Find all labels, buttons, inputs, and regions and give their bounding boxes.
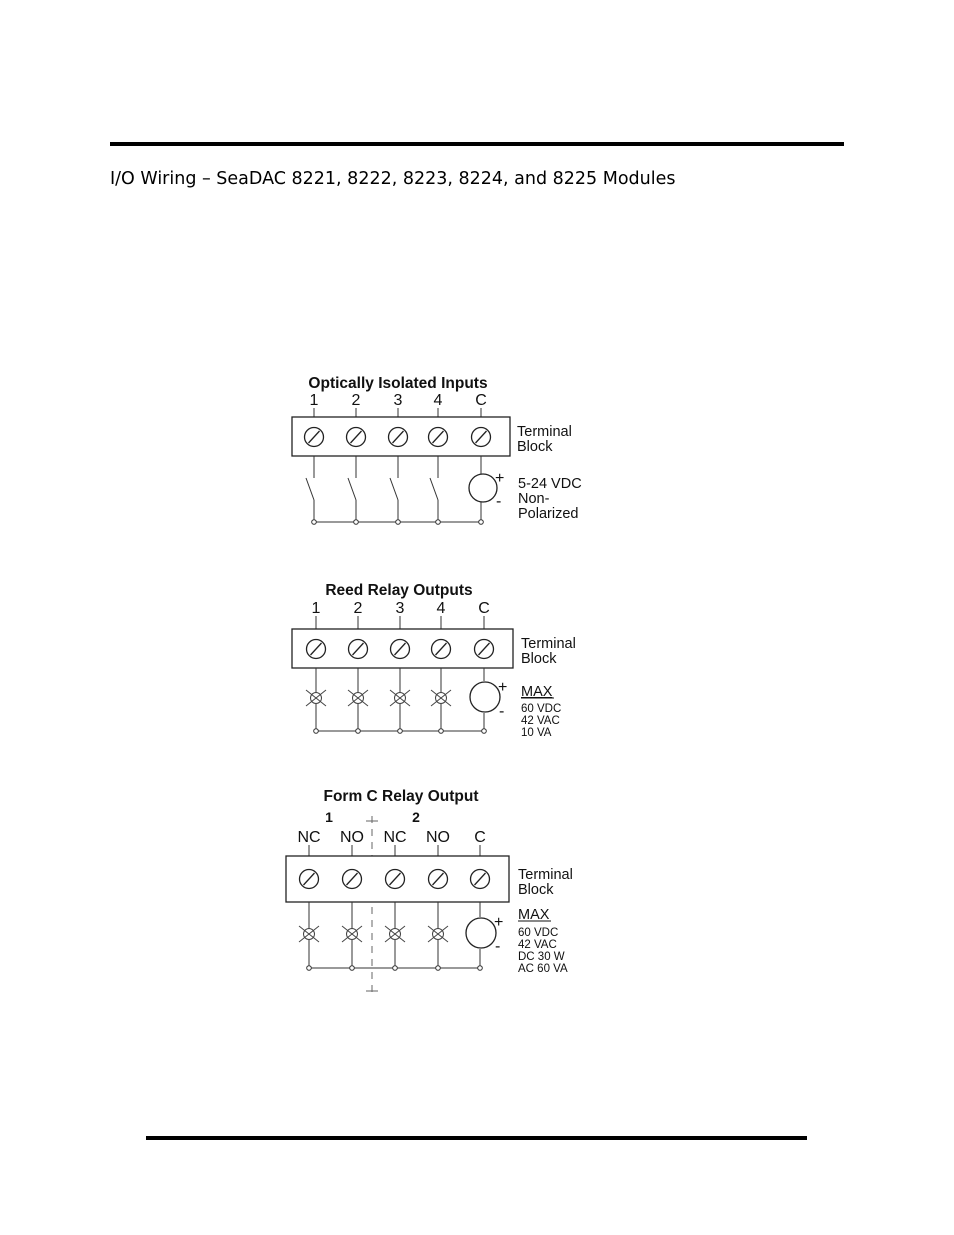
screw-terminal-icon — [472, 428, 491, 447]
rating-label: 60 VDC — [518, 927, 559, 939]
rating-label: DC 30 W — [518, 951, 565, 963]
terminal-block-label: Block — [521, 651, 557, 667]
screw-terminal-icon — [471, 870, 490, 889]
lamp-load-icon — [431, 690, 451, 706]
screw-terminal-icon — [305, 428, 324, 447]
lamp-load-icon — [348, 690, 368, 706]
supply-label: 5-24 VDC — [518, 476, 582, 492]
diagram-title: Reed Relay Outputs — [325, 582, 473, 599]
terminal-label: NO — [426, 829, 450, 846]
terminal-label: 3 — [395, 600, 405, 617]
screw-terminal-icon — [432, 640, 451, 659]
terminal-label: C — [475, 392, 487, 409]
rating-label: 60 VDC — [521, 703, 562, 715]
rating-label: AC 60 VA — [518, 963, 568, 975]
lamp-load-icon — [390, 690, 410, 706]
max-label: MAX — [521, 684, 553, 700]
terminal-label: 2 — [353, 600, 363, 617]
terminal-label: NC — [297, 829, 321, 846]
minus-sign: - — [495, 938, 501, 955]
terminal-block-label: Block — [517, 439, 553, 455]
screw-terminal-icon — [343, 870, 362, 889]
lamp-load-icon — [342, 926, 362, 942]
terminal-label: NC — [383, 829, 407, 846]
terminal-label: 1 — [309, 392, 319, 409]
screw-terminal-icon — [475, 640, 494, 659]
plus-sign: + — [498, 679, 508, 696]
screw-terminal-icon — [300, 870, 319, 889]
terminal-label: 2 — [351, 392, 361, 409]
screw-terminal-icon — [349, 640, 368, 659]
relay-group-label: 2 — [412, 809, 420, 825]
screw-terminal-icon — [307, 640, 326, 659]
terminal-label: 3 — [393, 392, 403, 409]
lamp-load-icon — [306, 690, 326, 706]
lamp-load-icon — [385, 926, 405, 942]
page-title: I/O Wiring – SeaDAC 8221, 8222, 8223, 8224, and 8225 Modules — [110, 169, 676, 189]
terminal-label: C — [478, 600, 490, 617]
form-c-relay-output-diagram — [286, 788, 573, 994]
minus-sign: - — [496, 493, 502, 510]
supply-label: Polarized — [518, 506, 579, 522]
diagram-title: Form C Relay Output — [323, 788, 479, 805]
plus-sign: + — [494, 914, 504, 931]
plus-sign: + — [495, 470, 505, 487]
optically-isolated-inputs-diagram — [292, 375, 582, 524]
power-source-icon — [466, 918, 496, 948]
screw-terminal-icon — [391, 640, 410, 659]
terminal-block-label: Terminal — [521, 636, 576, 652]
rating-label: 42 VAC — [521, 715, 560, 727]
terminal-block-label: Terminal — [518, 867, 573, 883]
screw-terminal-icon — [429, 428, 448, 447]
terminal-label: C — [474, 829, 486, 846]
screw-terminal-icon — [429, 870, 448, 889]
terminal-block-label: Block — [518, 882, 554, 898]
max-label: MAX — [518, 907, 550, 923]
footer-rule — [146, 1136, 807, 1140]
terminal-label: NO — [340, 829, 364, 846]
lamp-load-icon — [299, 926, 319, 942]
terminal-label: 1 — [311, 600, 321, 617]
rating-label: 10 VA — [521, 727, 552, 739]
switch-icons — [306, 456, 481, 522]
supply-label: Non- — [518, 491, 550, 507]
terminal-label: 4 — [433, 392, 443, 409]
screw-terminal-icon — [389, 428, 408, 447]
diagram-title: Optically Isolated Inputs — [308, 375, 488, 392]
relay-group-label: 1 — [325, 809, 333, 825]
power-source-icon — [470, 682, 500, 712]
terminal-block-label: Terminal — [517, 424, 572, 440]
reed-relay-outputs-diagram — [292, 582, 576, 739]
lamp-load-icon — [428, 926, 448, 942]
power-source-icon — [469, 474, 497, 502]
terminal-label: 4 — [436, 600, 446, 617]
rating-label: 42 VAC — [518, 939, 557, 951]
minus-sign: - — [499, 703, 505, 720]
screw-terminal-icon — [386, 870, 405, 889]
screw-terminal-icon — [347, 428, 366, 447]
